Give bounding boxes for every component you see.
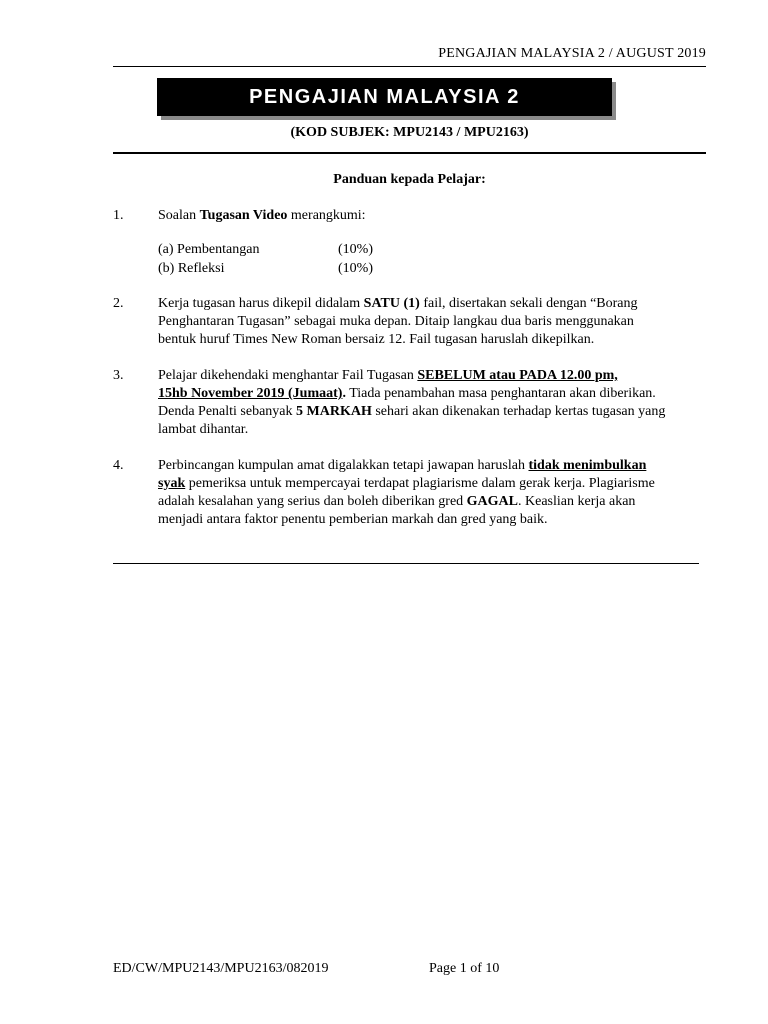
text: Tiada penambahan masa penghantaran akan diberikan. [345,386,656,401]
text: fail, disertakan sekali dengan “Borang [419,296,638,311]
item-number: 4. [113,458,124,473]
text: . Keaslian kerja akan [518,494,636,509]
guide-item-3 [113,367,706,441]
document-title: PENGAJIAN MALAYSIA 2 [157,78,612,116]
deadline-text: SEBELUM atau PADA 12.00 pm, [417,368,618,383]
item-line: bentuk huruf Times New Roman bersaiz 12. Fail tugasan haruslah dikepilkan. [158,332,595,347]
subitem-percent: (10%) [338,242,373,257]
text: pemeriksa untuk mempercayai terdapat plagiarisme dalam gerak kerja. Plagiarisme [185,476,655,491]
item-line [158,493,706,511]
guide-item-4 [113,457,706,531]
item-line [158,475,706,493]
bold-text: 5 MARKAH [296,404,372,419]
text: Kerja tugasan harus dikepil didalam [158,296,364,311]
item-body [158,295,706,349]
bold-text: SATU (1) [363,296,420,311]
section-divider [113,563,699,564]
item-number: 2. [113,296,124,311]
subject-code: (KOD SUBJEK: MPU2143 / MPU2163) [290,125,529,140]
item-line [158,457,706,475]
text: sehari akan dikenakan terhadap kertas tugasan yang [371,404,666,419]
guide-item-1 [113,207,706,287]
text: Soalan [158,208,200,223]
text: . [342,386,346,401]
item-line [158,295,706,313]
subitem-label: (a) Pembentangan [158,242,260,257]
item-line [158,367,706,385]
item-body [158,457,706,529]
bold-text: GAGAL [466,494,519,509]
subitem-label: (b) Refleksi [158,261,225,276]
deadline-date: 15hb November 2019 (Jumaat) [158,386,343,401]
subitem-row [158,260,558,278]
emphasis-text: syak [158,476,186,491]
item-line: lambat dihantar. [158,422,249,437]
item-body [158,207,706,225]
subitem-percent: (10%) [338,261,373,276]
item-line [158,385,706,403]
item-line [158,207,706,225]
running-header: PENGAJIAN MALAYSIA 2 / AUGUST 2019 [438,46,706,61]
bold-text: Tugasan Video [199,208,288,223]
footer-code: ED/CW/MPU2143/MPU2163/082019 [113,961,329,976]
text: Pelajar dikehendaki menghantar Fail Tugasan [158,368,418,383]
item-number: 3. [113,368,124,383]
item-body [158,367,706,439]
item-line [158,403,706,421]
item-line: Penghantaran Tugasan” sebagai muka depan. Ditaip langkau dua baris menggunakan [158,314,634,329]
header-rule [113,66,706,67]
text: adalah kesalahan yang serius dan boleh diberikan gred [158,494,467,509]
text: Denda Penalti sebanyak [158,404,297,419]
guide-item-2 [113,295,706,351]
title-rule [113,152,706,154]
subitem-row [158,241,558,259]
text: Perbincangan kumpulan amat digalakkan tetapi jawapan haruslah [158,458,529,473]
guide-heading: Panduan kepada Pelajar: [333,172,486,187]
item-number: 1. [113,208,124,223]
item-line: menjadi antara faktor penentu pemberian markah dan gred yang baik. [158,512,548,527]
emphasis-text: tidak menimbulkan [528,458,647,473]
text: merangkumi: [287,208,366,223]
page-number: Page 1 of 10 [429,961,500,976]
